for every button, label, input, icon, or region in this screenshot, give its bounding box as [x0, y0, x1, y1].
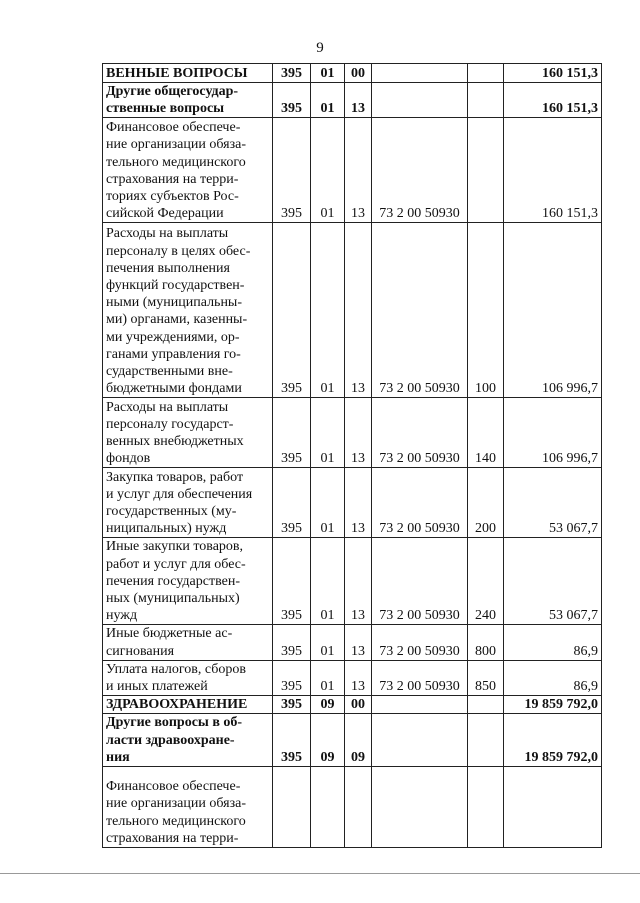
- amount-cell: 160 151,3: [504, 64, 602, 83]
- row-name-line: фондов: [106, 451, 151, 467]
- expense-type-cell: [468, 767, 504, 848]
- budget-table: [102, 63, 602, 848]
- subsection-cell: 00: [345, 64, 372, 83]
- row-name-line: Уплата налогов, сборов: [106, 661, 246, 677]
- table-row: [103, 398, 602, 468]
- row-name: [103, 468, 273, 538]
- row-name: [103, 660, 273, 695]
- subsection-cell: 00: [345, 696, 372, 714]
- row-name: [103, 398, 273, 468]
- expense-type-cell: [468, 696, 504, 714]
- row-name-line: ными (муниципальны-: [106, 295, 243, 311]
- row-name-line: Другие вопросы в об-: [106, 715, 243, 731]
- target-article-cell: 73 2 00 50930: [372, 398, 468, 468]
- amount-cell: 160 151,3: [504, 83, 602, 118]
- table-row: [103, 538, 602, 625]
- admin-code-cell: 395: [273, 714, 311, 767]
- row-name: [103, 64, 273, 83]
- amount-cell: 19 859 792,0: [504, 714, 602, 767]
- admin-code-cell: 395: [273, 468, 311, 538]
- row-name-line: ниципальных) нужд: [106, 521, 227, 537]
- admin-code-cell: 395: [273, 398, 311, 468]
- subsection-cell: 13: [345, 625, 372, 660]
- subsection-cell: 09: [345, 714, 372, 767]
- expense-type-cell: [468, 714, 504, 767]
- row-name-line: Иные закупки товаров,: [106, 539, 244, 555]
- amount-cell: 19 859 792,0: [504, 696, 602, 714]
- subsection-cell: [345, 767, 372, 848]
- table-row: [103, 118, 602, 223]
- row-name: [103, 767, 273, 848]
- row-name-line: ние организации обяза-: [106, 137, 246, 153]
- subsection-cell: 13: [345, 468, 372, 538]
- target-article-cell: [372, 83, 468, 118]
- subsection-cell: 13: [345, 398, 372, 468]
- section-cell: 01: [311, 118, 345, 223]
- row-name-line: Расходы на выплаты: [106, 399, 229, 415]
- row-name-line: государственных (му-: [106, 504, 237, 519]
- page-number: 9: [316, 40, 324, 56]
- subsection-cell: 13: [345, 83, 372, 118]
- row-name-line: нужд: [106, 608, 138, 624]
- target-article-cell: [372, 714, 468, 767]
- row-name-line: Финансовое обеспече-: [106, 120, 241, 136]
- section-cell: 01: [311, 398, 345, 468]
- row-name-line: ние организации обяза-: [106, 796, 246, 812]
- row-name-line: тельного медицинского: [106, 154, 246, 170]
- row-name: [103, 83, 273, 118]
- row-name-line: персоналу в целях обес-: [106, 243, 251, 259]
- row-name-line: Финансовое обеспече-: [106, 779, 241, 795]
- table-row: [103, 468, 602, 538]
- section-cell: 01: [311, 64, 345, 83]
- table-row: [103, 660, 602, 695]
- table-row: [103, 714, 602, 767]
- target-article-cell: [372, 64, 468, 83]
- amount-cell: 53 067,7: [504, 468, 602, 538]
- target-article-cell: 73 2 00 50930: [372, 223, 468, 398]
- row-name-line: ЗДРАВООХРАНЕНИЕ: [106, 697, 248, 713]
- admin-code-cell: 395: [273, 83, 311, 118]
- row-name-line: бюджетными фондами: [106, 381, 242, 397]
- section-cell: 01: [311, 468, 345, 538]
- row-name-line: страхования на терри-: [106, 830, 239, 846]
- row-name-line: Другие общегосудар-: [106, 84, 239, 99]
- row-name-line: персоналу государст-: [106, 416, 234, 432]
- admin-code-cell: 395: [273, 64, 311, 83]
- row-name-line: ми) органами, казенны-: [106, 312, 248, 328]
- section-cell: 01: [311, 223, 345, 398]
- row-name-line: Расходы на выплаты: [106, 226, 229, 242]
- amount-cell: 86,9: [504, 660, 602, 695]
- target-article-cell: [372, 696, 468, 714]
- expense-type-cell: 140: [468, 398, 504, 468]
- amount-cell: [504, 767, 602, 848]
- expense-type-cell: 240: [468, 538, 504, 625]
- admin-code-cell: 395: [273, 118, 311, 223]
- admin-code-cell: 395: [273, 696, 311, 714]
- subsection-cell: 13: [345, 118, 372, 223]
- row-name-line: ториях субъектов Рос-: [106, 189, 239, 204]
- row-name-line: тельного медицинского: [106, 813, 246, 829]
- table-row: [103, 83, 602, 118]
- table-row: [103, 625, 602, 660]
- expense-type-cell: 100: [468, 223, 504, 398]
- row-name-line: функций государствен-: [106, 277, 245, 293]
- table-row: [103, 696, 602, 714]
- section-cell: 01: [311, 625, 345, 660]
- row-name-line: ласти здравоохране-: [106, 732, 235, 748]
- row-name-line: страхования на терри-: [106, 171, 239, 187]
- amount-cell: 53 067,7: [504, 538, 602, 625]
- expense-type-cell: 850: [468, 660, 504, 695]
- row-name-line: и иных платежей: [106, 679, 208, 695]
- subsection-cell: 13: [345, 660, 372, 695]
- amount-cell: 106 996,7: [504, 223, 602, 398]
- section-cell: [311, 767, 345, 848]
- row-name-line: ганами управления го-: [106, 346, 241, 362]
- expense-type-cell: 200: [468, 468, 504, 538]
- admin-code-cell: 395: [273, 660, 311, 695]
- row-name-line: работ и услуг для обес-: [106, 556, 246, 572]
- table-row: [103, 767, 602, 848]
- row-name: [103, 714, 273, 767]
- expense-type-cell: [468, 118, 504, 223]
- section-cell: 01: [311, 83, 345, 118]
- row-name-line: Закупка товаров, работ: [106, 469, 244, 485]
- row-name: [103, 118, 273, 223]
- row-name-line: ния: [106, 749, 130, 765]
- table-row: [103, 64, 602, 83]
- subsection-cell: 13: [345, 223, 372, 398]
- section-cell: 09: [311, 696, 345, 714]
- target-article-cell: [372, 767, 468, 848]
- section-cell: 09: [311, 714, 345, 767]
- amount-cell: 106 996,7: [504, 398, 602, 468]
- admin-code-cell: 395: [273, 538, 311, 625]
- expense-type-cell: [468, 64, 504, 83]
- row-name-line: печения выполнения: [106, 260, 230, 276]
- admin-code-cell: 395: [273, 223, 311, 398]
- section-cell: 01: [311, 660, 345, 695]
- row-name-line: Иные бюджетные ас-: [106, 626, 233, 642]
- row-name-line: ственные вопросы: [106, 101, 225, 117]
- row-name-line: и услуг для обеспечения: [106, 486, 253, 502]
- row-name-line: венных внебюджетных: [106, 434, 244, 449]
- row-name: [103, 538, 273, 625]
- section-cell: 01: [311, 538, 345, 625]
- row-name-line: ми учреждениями, ор-: [106, 329, 240, 345]
- scan-edge-line: [0, 873, 640, 874]
- target-article-cell: 73 2 00 50930: [372, 538, 468, 625]
- subsection-cell: 13: [345, 538, 372, 625]
- row-name: [103, 625, 273, 660]
- expense-type-cell: 800: [468, 625, 504, 660]
- row-name-line: сийской Федерации: [106, 206, 224, 222]
- row-name: [103, 696, 273, 714]
- amount-cell: 160 151,3: [504, 118, 602, 223]
- target-article-cell: 73 2 00 50930: [372, 468, 468, 538]
- target-article-cell: 73 2 00 50930: [372, 118, 468, 223]
- admin-code-cell: [273, 767, 311, 848]
- target-article-cell: 73 2 00 50930: [372, 660, 468, 695]
- row-name-line: ных (муниципальных): [106, 591, 240, 607]
- admin-code-cell: 395: [273, 625, 311, 660]
- row-name-line: печения государствен-: [106, 573, 240, 589]
- table-row: [103, 223, 602, 398]
- amount-cell: 86,9: [504, 625, 602, 660]
- row-name-line: сударственными вне-: [106, 364, 233, 379]
- row-name-line: ВЕННЫЕ ВОПРОСЫ: [106, 65, 248, 81]
- row-name: [103, 223, 273, 398]
- row-name-line: сигнования: [106, 643, 175, 659]
- target-article-cell: 73 2 00 50930: [372, 625, 468, 660]
- expense-type-cell: [468, 83, 504, 118]
